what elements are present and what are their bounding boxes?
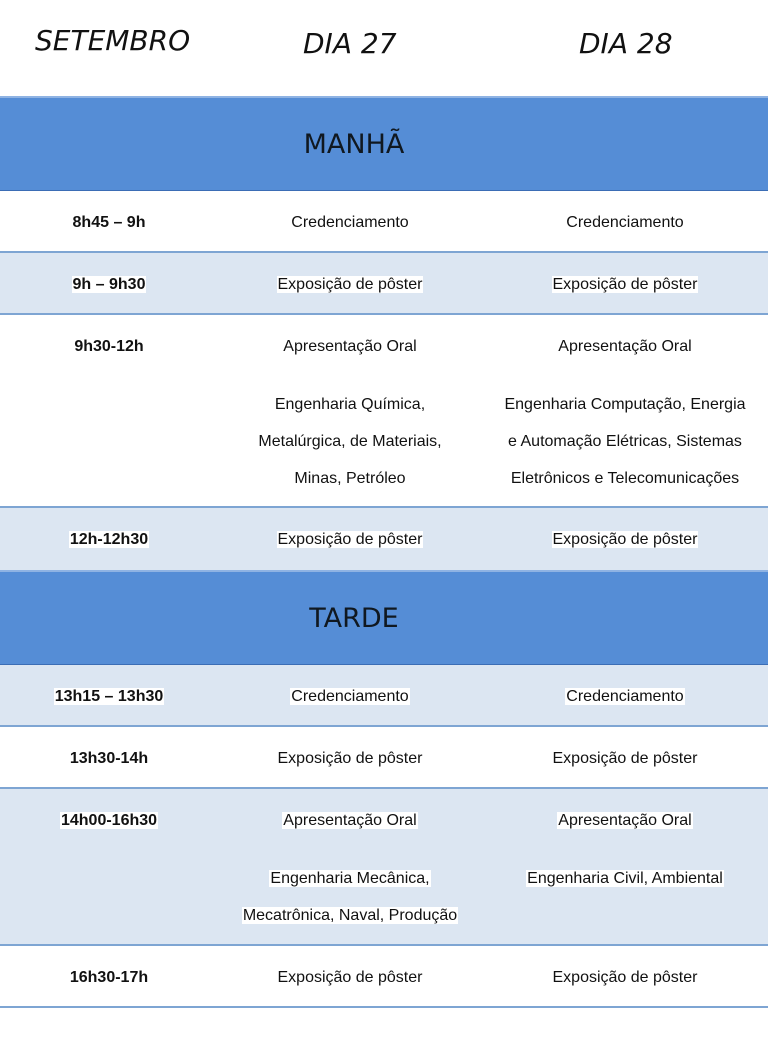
section-afternoon [0, 570, 768, 665]
day2-cell: Credenciamento [566, 688, 684, 705]
day2-cell: Exposição de pôster [552, 969, 698, 986]
day1-cell: Credenciamento [291, 688, 409, 705]
time-cell: 13h30-14h [69, 750, 149, 767]
table-row [0, 789, 768, 946]
day2-cell: Exposição de pôster [552, 276, 698, 293]
time-cell: 12h-12h30 [69, 531, 149, 548]
table-row [0, 727, 768, 789]
table-row [0, 191, 768, 253]
table-row [0, 253, 768, 315]
day2-cell: Apresentação Oral Engenharia Civil, Ambiental [527, 812, 723, 887]
section-morning-label: MANHÃ [303, 128, 405, 160]
day1-cell: Apresentação Oral Engenharia Mecânica, Mecatrônica, Naval, Produção [242, 812, 458, 924]
schedule-header [0, 0, 768, 96]
time-cell: 13h15 – 13h30 [54, 688, 164, 705]
table-row [0, 508, 768, 570]
time-cell: 14h00-16h30 [60, 812, 158, 829]
table-row [0, 946, 768, 1008]
day1-heading: DIA 27 [303, 27, 397, 60]
table-row [0, 315, 768, 508]
day1-cell: Exposição de pôster [277, 276, 423, 293]
time-cell: 9h30-12h [74, 338, 144, 355]
table-row [0, 665, 768, 727]
day1-cell: Exposição de pôster [277, 969, 423, 986]
section-afternoon-label: TARDE [309, 602, 399, 634]
day1-cell: Apresentação Oral Engenharia Química, Metalúrgica, de Materiais, Minas, Petróleo [258, 338, 442, 487]
time-cell: 8h45 – 9h [72, 214, 146, 231]
day2-cell: Credenciamento [566, 214, 684, 231]
time-cell: 9h – 9h30 [72, 276, 146, 293]
schedule-table [0, 96, 768, 1008]
day1-cell: Exposição de pôster [277, 531, 423, 548]
section-morning [0, 96, 768, 191]
day2-cell: Exposição de pôster [552, 750, 698, 767]
day1-cell: Exposição de pôster [277, 750, 423, 767]
time-cell: 16h30-17h [69, 969, 149, 986]
day2-cell: Exposição de pôster [552, 531, 698, 548]
month-heading: SETEMBRO [35, 24, 191, 57]
day1-cell: Credenciamento [291, 214, 409, 231]
day2-cell: Apresentação Oral Engenharia Computação, Energia e Automação Elétricas, Sistemas Eletrônicos e Telecomunicações [504, 338, 746, 487]
day2-heading: DIA 28 [579, 27, 673, 60]
